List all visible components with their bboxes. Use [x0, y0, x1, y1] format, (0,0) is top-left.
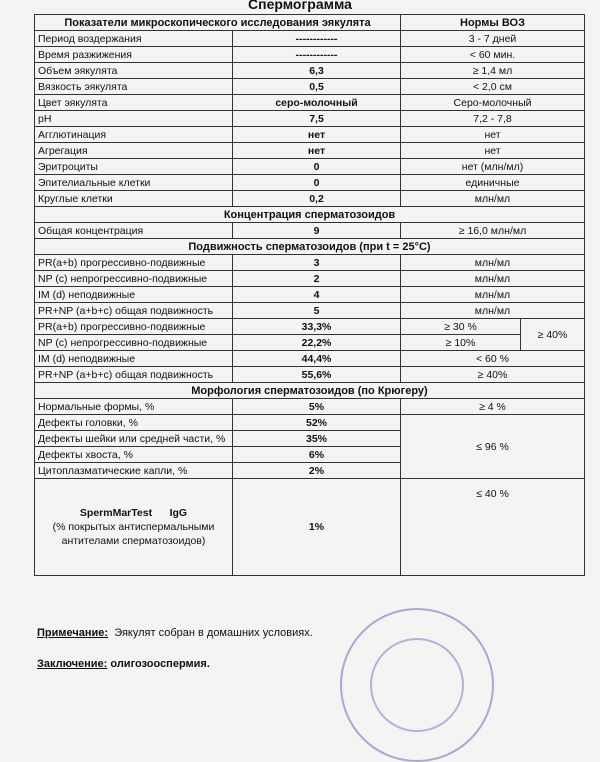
row-value: 22,2% — [233, 335, 401, 351]
table-row — [35, 79, 585, 95]
row-norm: < 2,0 см — [401, 79, 585, 95]
table-row — [35, 303, 585, 319]
row-value: нет — [233, 143, 401, 159]
row-name: Эритроциты — [35, 159, 233, 175]
note-label: Примечание: — [37, 627, 109, 639]
table-row — [35, 111, 585, 127]
row-value: 2% — [233, 463, 401, 479]
row-norm: млн/мл — [401, 287, 585, 303]
row-norm: ≥ 30 % — [401, 319, 521, 335]
row-name: Круглые клетки — [35, 191, 233, 207]
spermogram-table — [34, 14, 585, 576]
row-name: Время разжижения — [35, 47, 233, 63]
row-name: Дефекты хвоста, % — [35, 447, 233, 463]
row-norm: 7,2 - 7,8 — [401, 111, 585, 127]
row-name: NP (c) непрогрессивно-подвижные — [35, 271, 233, 287]
row-norm: единичные — [401, 175, 585, 191]
row-norm: 3 - 7 дней — [401, 31, 585, 47]
table-row — [35, 223, 585, 239]
table-row — [35, 95, 585, 111]
conclusion — [37, 658, 210, 670]
row-norm: млн/мл — [401, 303, 585, 319]
row-value: ------------ — [233, 31, 401, 47]
table-row — [35, 367, 585, 383]
row-norm: нет (млн/мл) — [401, 159, 585, 175]
row-value: 6,3 — [233, 63, 401, 79]
row-norm: ≥ 16,0 млн/мл — [401, 223, 585, 239]
table-row — [35, 175, 585, 191]
row-value: 0,5 — [233, 79, 401, 95]
row-name: IM (d) неподвижные — [35, 351, 233, 367]
row-value: 6% — [233, 447, 401, 463]
row-value: серо-молочный — [233, 95, 401, 111]
note — [37, 627, 313, 639]
row-name: Цитоплазматические капли, % — [35, 463, 233, 479]
row-value: 52% — [233, 415, 401, 431]
row-norm: ≥ 1,4 мл — [401, 63, 585, 79]
row-norm: < 60 мин. — [401, 47, 585, 63]
row-value: 2 — [233, 271, 401, 287]
table-row — [35, 271, 585, 287]
row-name: Эпителиальные клетки — [35, 175, 233, 191]
table-header — [35, 15, 585, 31]
table-row — [35, 399, 585, 415]
row-value: 55,6% — [233, 367, 401, 383]
martest-value: 1% — [233, 479, 401, 576]
table-row — [35, 415, 585, 431]
row-norm: < 60 % — [401, 351, 585, 367]
row-name: PR(a+b) прогрессивно-подвижные — [35, 255, 233, 271]
row-norm: млн/мл — [401, 255, 585, 271]
row-norm: ≥ 40% — [401, 367, 585, 383]
row-value: нет — [233, 127, 401, 143]
row-value: 7,5 — [233, 111, 401, 127]
note-text: Эякулят собран в домашних условиях. — [114, 627, 313, 639]
row-value: 3 — [233, 255, 401, 271]
conclusion-label: Заключение: — [37, 658, 108, 670]
defects-norm: ≤ 96 % — [401, 415, 585, 479]
row-norm: млн/мл — [401, 271, 585, 287]
martest-igg: IgG — [169, 507, 188, 519]
row-norm: ≥ 4 % — [401, 399, 585, 415]
page-title: Спермограмма — [248, 0, 352, 12]
row-norm: ≥ 10% — [401, 335, 521, 351]
table-row — [35, 319, 585, 335]
row-value: 33,3% — [233, 319, 401, 335]
row-value: 5 — [233, 303, 401, 319]
row-name: Дефекты головки, % — [35, 415, 233, 431]
row-value: 9 — [233, 223, 401, 239]
table-row — [35, 335, 585, 351]
row-norm: нет — [401, 127, 585, 143]
row-value: ------------ — [233, 47, 401, 63]
motility-section: Подвижность сперматозоидов (при t = 25°C) — [35, 239, 585, 255]
row-name: Вязкость эякулята — [35, 79, 233, 95]
row-name: Период воздержания — [35, 31, 233, 47]
row-name: Объем эякулята — [35, 63, 233, 79]
conclusion-text: олигозооспермия. — [110, 658, 210, 670]
row-name: Цвет эякулята — [35, 95, 233, 111]
row-name: Нормальные формы, % — [35, 399, 233, 415]
motility-abs-rows — [35, 255, 585, 319]
row-name: Агрегация — [35, 143, 233, 159]
table-row — [35, 47, 585, 63]
row-name: IM (d) неподвижные — [35, 287, 233, 303]
row-value: 5% — [233, 399, 401, 415]
row-norm: нет — [401, 143, 585, 159]
row-name: NP (c) непрогрессивно-подвижные — [35, 335, 233, 351]
row-value: 0 — [233, 159, 401, 175]
header-left: Показатели микроскопического исследования эякулята — [35, 15, 401, 31]
row-value: 0,2 — [233, 191, 401, 207]
martest-row — [35, 479, 585, 576]
row-name: PR+NP (a+b+c) общая подвижность — [35, 367, 233, 383]
row-name: Агглютинация — [35, 127, 233, 143]
martest-name — [35, 479, 233, 576]
martest-desc2: антителами сперматозоидов) — [61, 535, 206, 547]
row-name: Общая концентрация — [35, 223, 233, 239]
row-name: pH — [35, 111, 233, 127]
table-row — [35, 127, 585, 143]
row-value: 4 — [233, 287, 401, 303]
martest-title: SpermMarTest — [79, 507, 153, 519]
table-row — [35, 255, 585, 271]
header-right: Нормы ВОЗ — [401, 15, 585, 31]
row-value: 35% — [233, 431, 401, 447]
motility-pct-rows — [35, 319, 585, 383]
table-row — [35, 63, 585, 79]
table-row — [35, 159, 585, 175]
table-row — [35, 287, 585, 303]
table-row — [35, 191, 585, 207]
row-norm: млн/мл — [401, 191, 585, 207]
stamp-inner — [370, 638, 464, 732]
table-row — [35, 351, 585, 367]
martest-norm: ≤ 40 % — [401, 479, 585, 576]
concentration-section: Концентрация сперматозоидов — [35, 207, 585, 223]
morphology-rows — [35, 399, 585, 479]
row-norm: Серо-молочный — [401, 95, 585, 111]
table-row — [35, 31, 585, 47]
table-row — [35, 143, 585, 159]
morphology-section: Морфология сперматозоидов (по Крюгеру) — [35, 383, 585, 399]
row-value: 44,4% — [233, 351, 401, 367]
row-name: PR+NP (a+b+c) общая подвижность — [35, 303, 233, 319]
row-name: Дефекты шейки или средней части, % — [35, 431, 233, 447]
main-rows — [35, 31, 585, 207]
martest-desc1: (% покрытых антиспермальными — [52, 521, 215, 533]
row-value: 0 — [233, 175, 401, 191]
row-name: PR(a+b) прогрессивно-подвижные — [35, 319, 233, 335]
combined-norm: ≥ 40% — [521, 319, 585, 351]
